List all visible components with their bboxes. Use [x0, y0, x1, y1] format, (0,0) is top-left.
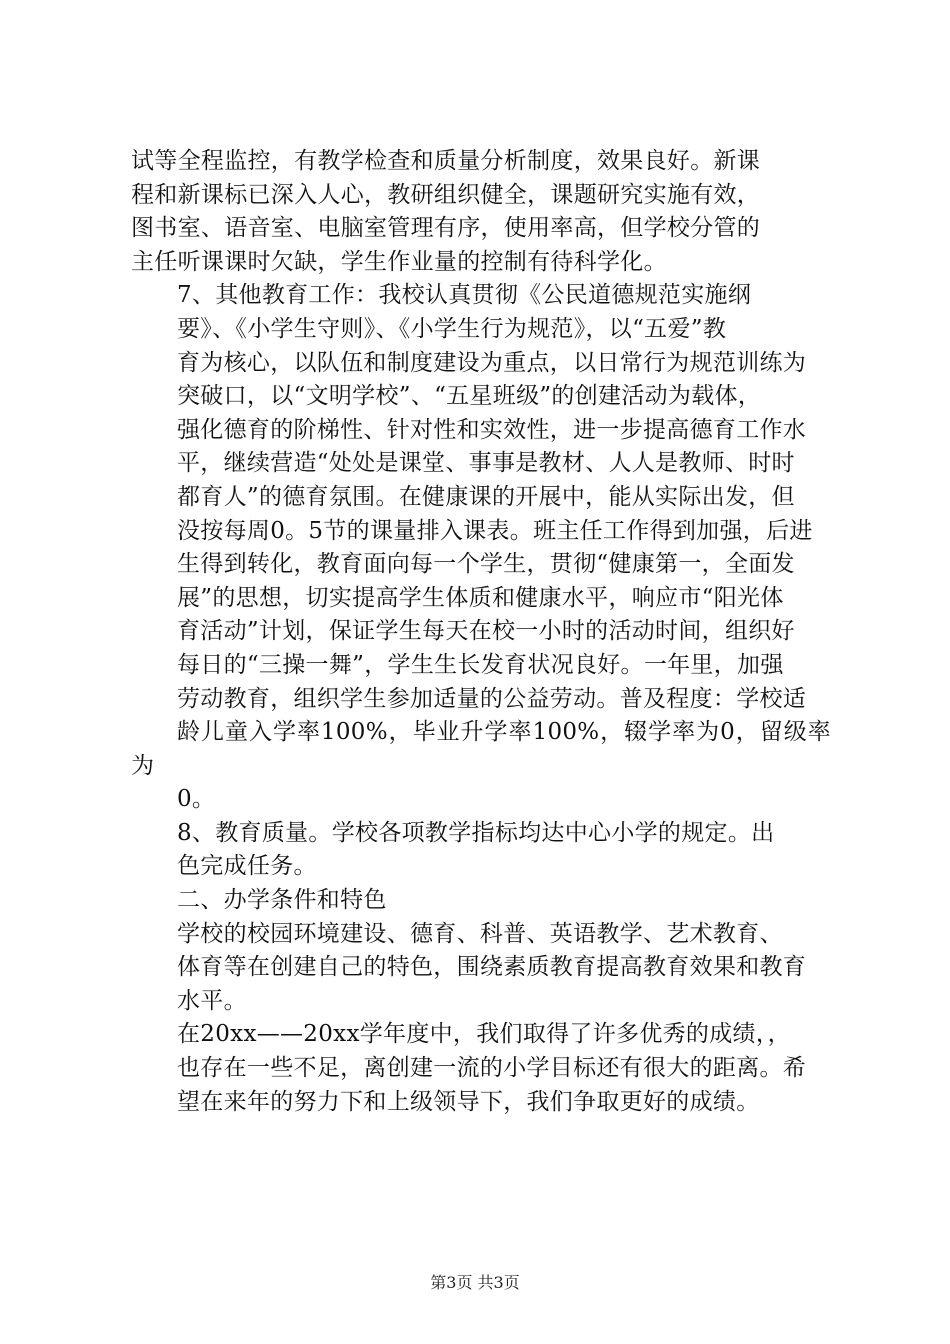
document-body: [131, 145, 831, 1119]
section-heading: [131, 884, 831, 918]
text-line: 色完成任务。: [177, 853, 317, 880]
text-line: 望在来年的努力下和上级领导下，我们争取更好的成绩。: [177, 1088, 760, 1115]
text-line: 主任听课课时欠缺，学生作业量的控制有待科学化。: [131, 248, 667, 275]
text-line: 都育人”的德育氛围。在健康课的开展中，能从实际出发，但: [177, 483, 795, 510]
text-line: 生得到转化，教育面向每一个学生，贯彻“健康第一，全面发: [177, 551, 795, 578]
text-line: 要》、《小学生守则》、《小学生行为规范》，以“五爱”教: [177, 315, 727, 342]
text-line: 在20xx——20xx学年度中，我们取得了许多优秀的成绩，，: [177, 1021, 791, 1048]
text-line: 程和新课标已深入人心，教研组织健全，课题研究实施有效，: [131, 181, 761, 208]
text-line: 育活动”计划，保证学生每天在校一小时的活动时间，组织好: [177, 618, 795, 645]
text-line: 每日的“三操一舞”，学生生长发育状况良好。一年里，加强: [177, 651, 784, 678]
page-number-footer: 第3页 共3页: [430, 1273, 520, 1292]
paragraph-4: [131, 918, 831, 1019]
text-line: 二、办学条件和特色: [177, 887, 387, 914]
text-line: 展”的思想，切实提高学生体质和健康水平，响应市“阳光体: [177, 584, 784, 611]
text-line: 育为核心，以队伍和制度建设为重点，以日常行为规范训练为: [177, 349, 807, 376]
text-line: 突破口，以“文明学校”、“五星班级”的创建活动为载体，: [177, 383, 762, 410]
text-line: 0。: [177, 786, 216, 813]
text-line: 图书室、语音室、电脑室管理有序，使用率高，但学校分管的: [131, 215, 761, 242]
paragraph-3: [131, 817, 831, 884]
text-line: 强化德育的阶梯性、针对性和实效性，进一步提高德育工作水: [177, 416, 807, 443]
text-line: 7、其他教育工作：我校认真贯彻《公民道德规范实施纲: [177, 282, 752, 309]
text-line: 试等全程监控，有教学检查和质量分析制度，效果良好。新课: [131, 148, 761, 174]
text-line: 没按每周0。5节的课量排入课表。班主任工作得到加强，后进: [177, 517, 813, 544]
text-line: 龄儿童入学率100%，毕业升学率100%，辍学率为0，留级率为: [131, 719, 831, 779]
text-line: 也存在一些不足，离创建一流的小学目标还有很大的距离。希: [177, 1055, 807, 1082]
text-line: 平，继续营造“处处是课堂、事事是教材、人人是教师、时时: [177, 450, 795, 477]
paragraph-5: [131, 1018, 831, 1119]
text-line: 学校的校园环境建设、德育、科普、英语教学、艺术教育、: [177, 920, 783, 947]
text-line: 劳动教育，组织学生参加适量的公益劳动。普及程度：学校适: [177, 685, 807, 712]
text-line: 水平。: [177, 987, 247, 1014]
text-line: 体育等在创建自己的特色，围绕素质教育提高教育效果和教育: [177, 954, 807, 981]
text-line: 8、教育质量。学校各项教学指标均达中心小学的规定。出: [177, 819, 775, 846]
paragraph-2: [131, 279, 831, 817]
paragraph-1: [131, 145, 831, 279]
